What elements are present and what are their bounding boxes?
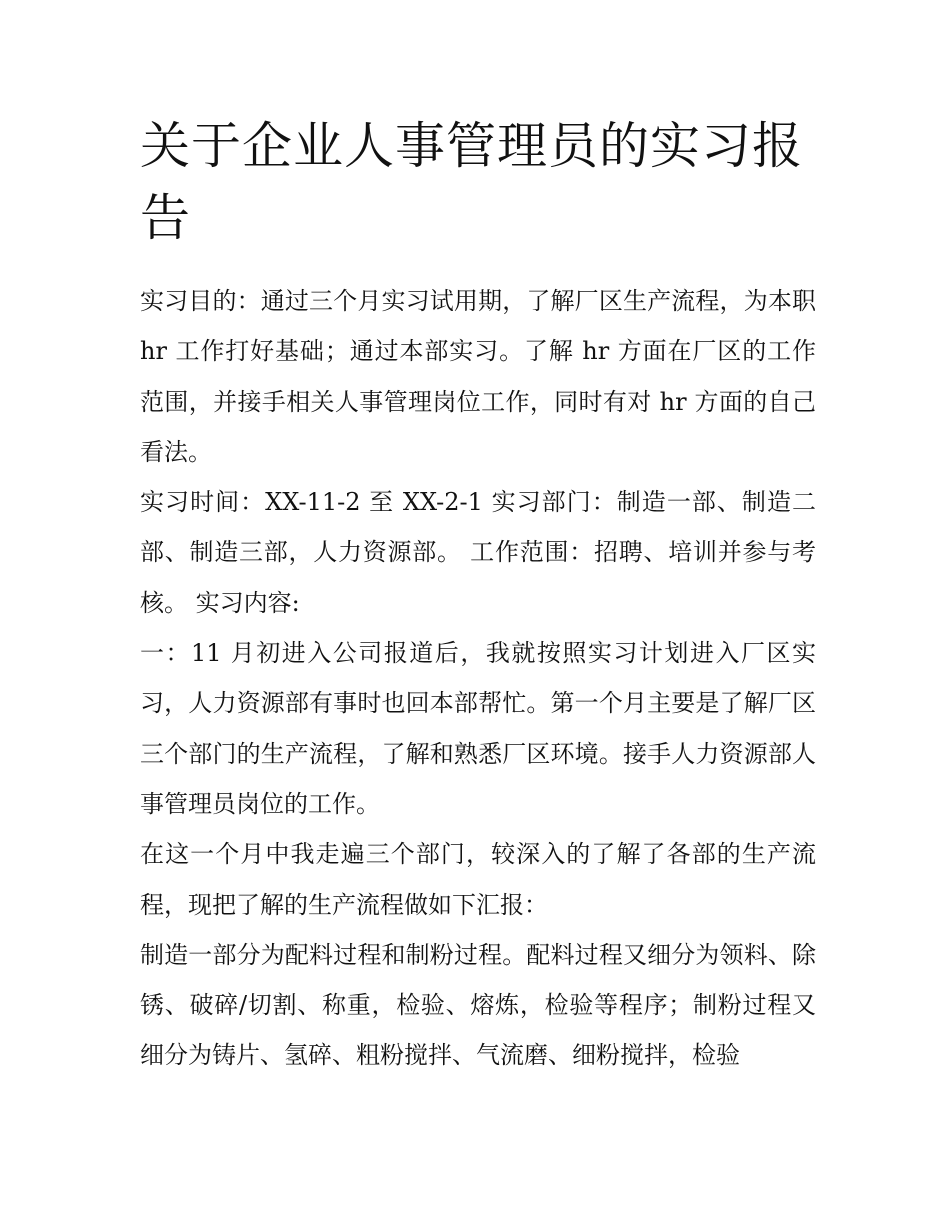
paragraph-first-month: 一：11 月初进入公司报道后，我就按照实习计划进入厂区实习，人力资源部有事时也回本部帮忙。第一个月主要是了解厂区三个部门的生产流程，了解和熟悉厂区环境。接手人力资源部人事管理员岗位的工作。: [140, 639, 816, 818]
paragraph-purpose: 实习目的：通过三个月实习试用期，了解厂区生产流程，为本职 hr 工作打好基础；通过本部实习。了解 hr 方面在厂区的工作范围，并接手相关人事管理岗位工作，同时有对 hr 方面的自己看法。: [140, 287, 816, 466]
paragraph-department-one: 制造一部分为配料过程和制粉过程。配料过程又细分为领料、除锈、破碎/切割、称重，检验、熔炼，检验等程序；制粉过程又细分为铸片、氢碎、粗粉搅拌、气流磨、细粉搅拌，检验: [140, 940, 816, 1070]
document-title: 关于企业人事管理员的实习报告: [140, 117, 803, 247]
document-body: [140, 276, 816, 1081]
paragraph-process-intro: 在这一个月中我走遍三个部门，较深入的了解了各部的生产流程，现把了解的生产流程做如下汇报：: [140, 840, 816, 919]
paragraph-time-scope: 实习时间：XX-11-2 至 XX-2-1 实习部门：制造一部、制造二部、制造三部，人力资源部。 工作范围：招聘、培训并参与考核。 实习内容:: [140, 488, 816, 617]
